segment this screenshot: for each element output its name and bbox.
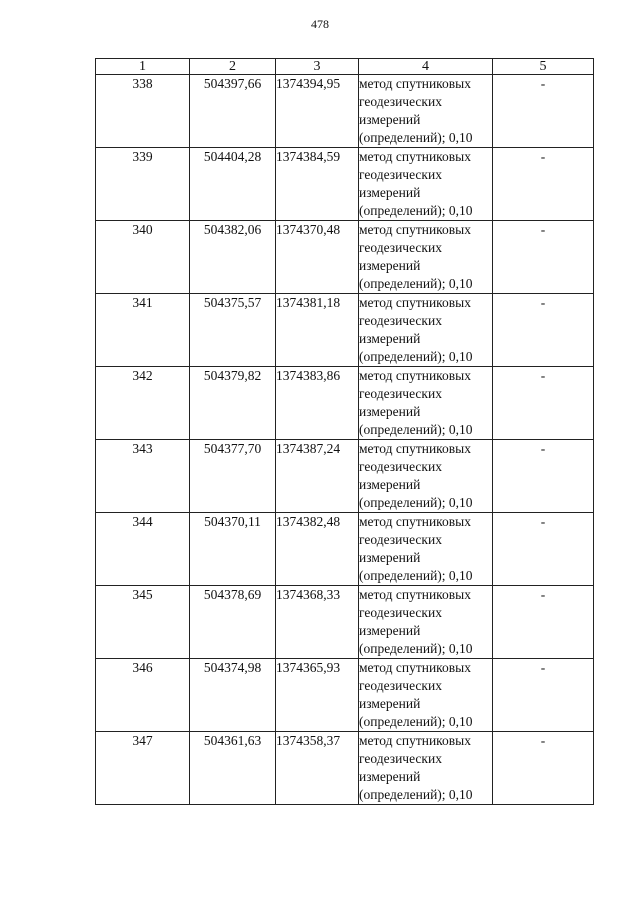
method-line: (определений); 0,10 [359, 130, 473, 145]
table-row [96, 75, 594, 148]
column-header: 1 [96, 59, 190, 75]
method-line: (определений); 0,10 [359, 787, 473, 802]
method-line: метод спутниковых [359, 149, 471, 164]
x-coordinate-cell: 504375,57 [190, 294, 276, 367]
method-cell [359, 586, 493, 659]
x-coordinate-cell: 504397,66 [190, 75, 276, 148]
point-number-cell: 346 [96, 659, 190, 732]
y-coordinate-cell: 1374394,95 [276, 75, 359, 148]
point-number-cell: 342 [96, 367, 190, 440]
note-cell: - [493, 148, 594, 221]
note-cell: - [493, 440, 594, 513]
x-coordinate-cell: 504378,69 [190, 586, 276, 659]
method-cell [359, 221, 493, 294]
method-line: геодезических [359, 240, 442, 255]
table-row [96, 221, 594, 294]
note-cell: - [493, 586, 594, 659]
method-line: измерений [359, 404, 421, 419]
note-cell: - [493, 513, 594, 586]
method-line: геодезических [359, 605, 442, 620]
x-coordinate-cell: 504382,06 [190, 221, 276, 294]
method-line: (определений); 0,10 [359, 568, 473, 583]
point-number-cell: 347 [96, 732, 190, 805]
note-cell: - [493, 294, 594, 367]
table-row [96, 367, 594, 440]
method-line: метод спутниковых [359, 222, 471, 237]
point-number-cell: 340 [96, 221, 190, 294]
point-number-cell: 341 [96, 294, 190, 367]
x-coordinate-cell: 504379,82 [190, 367, 276, 440]
method-line: метод спутниковых [359, 295, 471, 310]
method-cell [359, 513, 493, 586]
note-cell: - [493, 221, 594, 294]
point-number-cell: 344 [96, 513, 190, 586]
y-coordinate-cell: 1374384,59 [276, 148, 359, 221]
method-line: измерений [359, 623, 421, 638]
table-row [96, 659, 594, 732]
page-number: 478 [311, 17, 329, 31]
x-coordinate-cell: 504361,63 [190, 732, 276, 805]
method-line: измерений [359, 258, 421, 273]
method-line: геодезических [359, 678, 442, 693]
column-header: 3 [276, 59, 359, 75]
method-line: измерений [359, 477, 421, 492]
point-number-cell: 338 [96, 75, 190, 148]
coordinates-table [95, 58, 594, 805]
method-line: метод спутниковых [359, 368, 471, 383]
method-cell [359, 732, 493, 805]
method-line: (определений); 0,10 [359, 495, 473, 510]
x-coordinate-cell: 504377,70 [190, 440, 276, 513]
method-line: (определений); 0,10 [359, 714, 473, 729]
method-line: (определений); 0,10 [359, 203, 473, 218]
method-line: измерений [359, 696, 421, 711]
method-line: геодезических [359, 386, 442, 401]
y-coordinate-cell: 1374383,86 [276, 367, 359, 440]
method-line: геодезических [359, 459, 442, 474]
table-row [96, 732, 594, 805]
method-line: метод спутниковых [359, 514, 471, 529]
y-coordinate-cell: 1374368,33 [276, 586, 359, 659]
note-cell: - [493, 732, 594, 805]
method-cell [359, 367, 493, 440]
method-line: (определений); 0,10 [359, 276, 473, 291]
point-number-cell: 345 [96, 586, 190, 659]
method-line: геодезических [359, 751, 442, 766]
column-header: 5 [493, 59, 594, 75]
note-cell: - [493, 659, 594, 732]
method-line: измерений [359, 185, 421, 200]
x-coordinate-cell: 504374,98 [190, 659, 276, 732]
method-line: геодезических [359, 532, 442, 547]
y-coordinate-cell: 1374370,48 [276, 221, 359, 294]
point-number-cell: 339 [96, 148, 190, 221]
method-line: метод спутниковых [359, 660, 471, 675]
method-line: геодезических [359, 167, 442, 182]
y-coordinate-cell: 1374382,48 [276, 513, 359, 586]
x-coordinate-cell: 504370,11 [190, 513, 276, 586]
method-cell [359, 294, 493, 367]
point-number-cell: 343 [96, 440, 190, 513]
method-line: измерений [359, 112, 421, 127]
method-line: метод спутниковых [359, 587, 471, 602]
method-line: (определений); 0,10 [359, 641, 473, 656]
table-row [96, 294, 594, 367]
table-row [96, 440, 594, 513]
y-coordinate-cell: 1374365,93 [276, 659, 359, 732]
method-line: (определений); 0,10 [359, 349, 473, 364]
table-header-row [96, 59, 594, 75]
note-cell: - [493, 75, 594, 148]
method-cell [359, 659, 493, 732]
y-coordinate-cell: 1374381,18 [276, 294, 359, 367]
table-row [96, 586, 594, 659]
column-header: 4 [359, 59, 493, 75]
y-coordinate-cell: 1374387,24 [276, 440, 359, 513]
x-coordinate-cell: 504404,28 [190, 148, 276, 221]
table-row [96, 513, 594, 586]
method-line: измерений [359, 769, 421, 784]
note-cell: - [493, 367, 594, 440]
method-line: измерений [359, 550, 421, 565]
method-line: геодезических [359, 94, 442, 109]
method-line: геодезических [359, 313, 442, 328]
method-line: измерений [359, 331, 421, 346]
table-row [96, 148, 594, 221]
method-line: метод спутниковых [359, 733, 471, 748]
method-cell [359, 148, 493, 221]
method-cell [359, 75, 493, 148]
column-header: 2 [190, 59, 276, 75]
method-line: (определений); 0,10 [359, 422, 473, 437]
method-line: метод спутниковых [359, 441, 471, 456]
y-coordinate-cell: 1374358,37 [276, 732, 359, 805]
method-cell [359, 440, 493, 513]
method-line: метод спутниковых [359, 76, 471, 91]
